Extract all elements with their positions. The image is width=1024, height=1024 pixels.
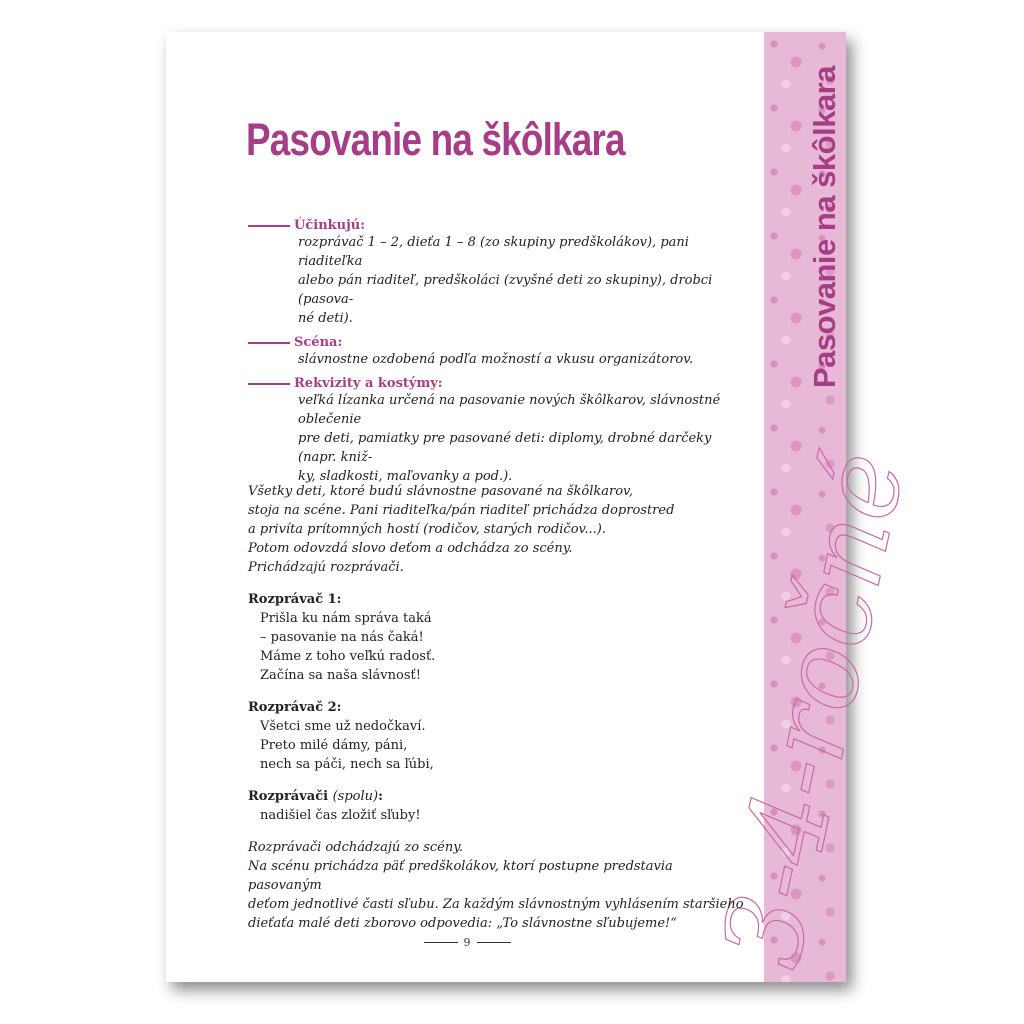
- intro-line: a privíta prítomných hostí (rodičov, starých rodičov...).: [248, 522, 606, 537]
- speaker-label: Rozprávač 2:: [248, 700, 342, 715]
- verse-line: Začína sa naša slávnosť!: [260, 668, 421, 683]
- outro-paragraph: [248, 838, 748, 933]
- meta-line: rozprávač 1 – 2, dieťa 1 – 8 (zo skupiny predškolákov), pani riaditeľka: [298, 235, 689, 269]
- intro-line: Potom odovzdá slovo deťom a odchádza zo scény.: [248, 541, 573, 556]
- meta-label: [248, 335, 728, 350]
- meta-line: ky, sladkosti, maľovanky a pod.).: [298, 469, 513, 484]
- intro-paragraph: [248, 482, 748, 577]
- meta-rule: [248, 383, 290, 385]
- meta-label-text: Scéna:: [294, 335, 343, 350]
- meta-label: [248, 376, 728, 391]
- age-label: 3-4-ročné: [699, 441, 930, 978]
- verse-line: nadišiel čas zložiť sľuby!: [260, 808, 421, 823]
- meta-line: alebo pán riaditeľ, predškoláci (zvyšné deti zo skupiny), drobci (pasova-: [298, 273, 713, 307]
- meta-line: veľká lízanka určená na pasovanie nových škôlkarov, slávnostné oblečenie: [298, 393, 721, 427]
- verse-line: Máme z toho veľkú radosť.: [260, 649, 436, 664]
- speaker-label: Rozprávač 1:: [248, 592, 342, 607]
- meta-item: [248, 335, 728, 369]
- verse: [260, 806, 748, 825]
- intro-line: Všetky deti, ktoré budú slávnostne pasované na škôlkarov,: [248, 484, 633, 499]
- speaker-name: [248, 698, 748, 717]
- verse-line: Preto milé dámy, páni,: [260, 738, 408, 753]
- outro-line: deťom jednotlivé časti sľubu. Za každým slávnostným vyhlásením staršieho: [248, 897, 744, 912]
- meta-label-text: Účinkujú:: [294, 218, 366, 233]
- meta-rule: [248, 225, 290, 227]
- book-page: [166, 32, 930, 982]
- meta-rule: [248, 342, 290, 344]
- speaker-name: [248, 787, 748, 806]
- page-number-text: 9: [463, 936, 471, 949]
- intro-line: stoja na scéne. Pani riaditeľka/pán riaditeľ prichádza doprostred: [248, 503, 675, 518]
- speaker-note: (spolu): [332, 789, 379, 804]
- meta-item: [248, 218, 728, 328]
- verse-line: nech sa páči, nech sa ľúbi,: [260, 757, 434, 772]
- meta-text: [298, 233, 728, 328]
- intro-line: Prichádzajú rozprávači.: [248, 560, 404, 575]
- meta-line: pre deti, pamiatky pre pasované deti: diplomy, drobné darčeky (napr. kniž-: [298, 431, 712, 465]
- meta-text: [298, 350, 728, 369]
- outro-line: Na scénu prichádza päť predškolákov, ktorí postupne predstavia pasovaným: [248, 859, 673, 893]
- meta-label: [248, 218, 728, 233]
- speaker-list: [248, 590, 748, 825]
- speaker-suffix: :: [378, 789, 383, 804]
- verse: [260, 609, 748, 685]
- meta-section: [248, 218, 728, 493]
- verse: [260, 717, 748, 774]
- page-title: Pasovanie na škôlkara: [246, 114, 625, 165]
- meta-line: slávnostne ozdobená podľa možností a vkusu organizátorov.: [298, 352, 694, 367]
- meta-label-text: Rekvizity a kostýmy:: [294, 376, 443, 391]
- verse-line: – pasovanie na nás čaká!: [260, 630, 424, 645]
- meta-text: [298, 391, 728, 486]
- speaker-label: Rozprávači: [248, 789, 329, 804]
- speaker-name: [248, 590, 748, 609]
- outro-line: Rozprávači odchádzajú zo scény.: [248, 840, 464, 855]
- side-title: Pasovanie na škôlkara: [807, 66, 842, 389]
- story-text: [248, 482, 748, 933]
- meta-item: [248, 376, 728, 486]
- outro-line: dieťaťa malé deti zborovo odpovedia: „To slávnostne sľubujeme!“: [248, 916, 677, 931]
- verse-line: Všetci sme už nedočkaví.: [260, 719, 426, 734]
- meta-line: né deti).: [298, 311, 353, 326]
- verse-line: Prišla ku nám správa taká: [260, 611, 432, 626]
- page-number: [422, 936, 512, 949]
